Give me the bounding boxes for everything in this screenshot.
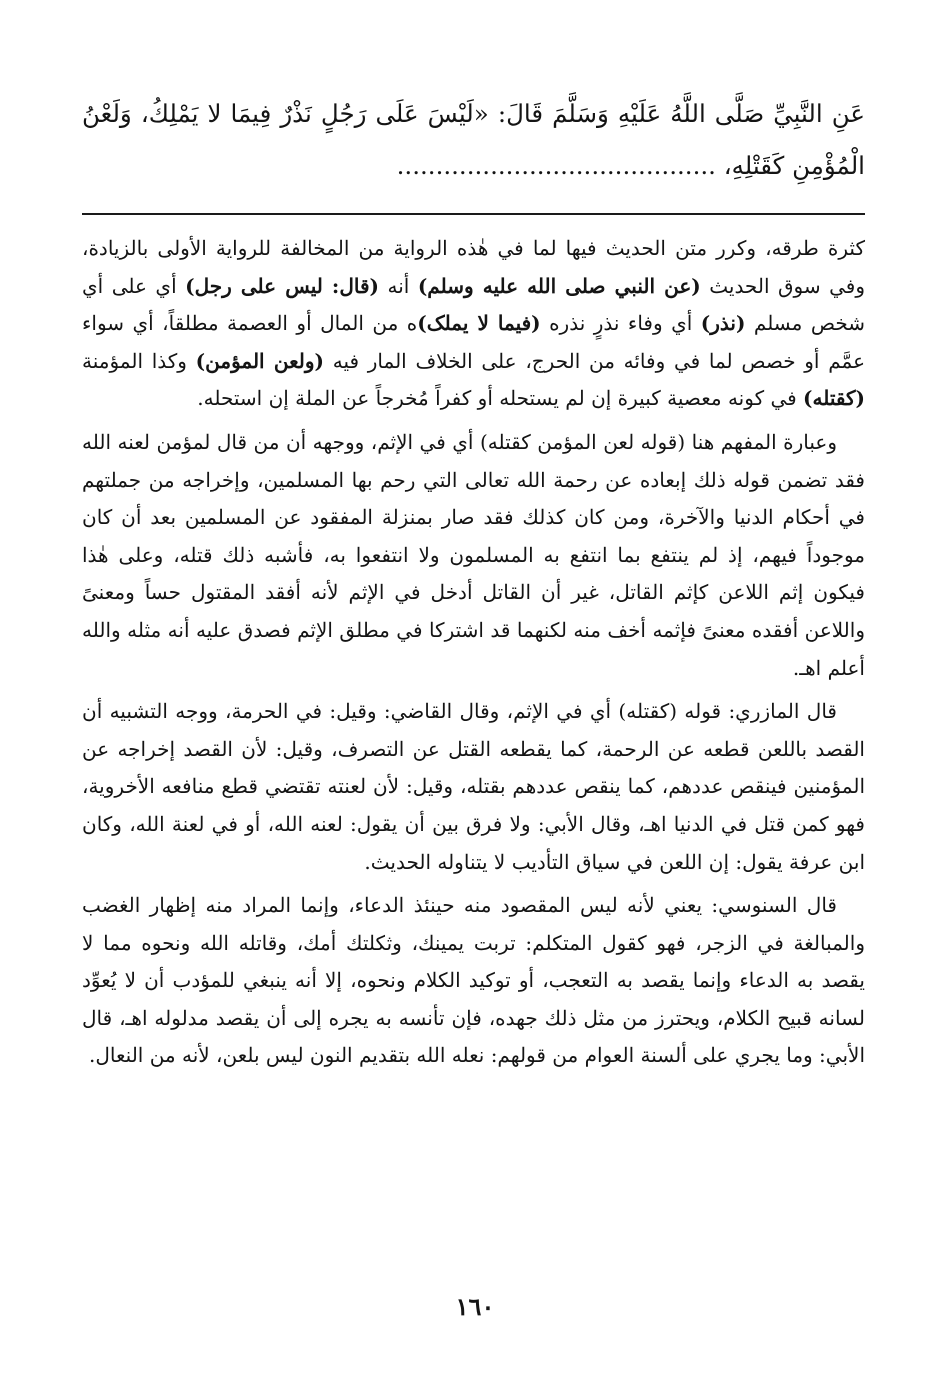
- commentary-paragraph-2: وعبارة المفهم هنا (قوله لعن المؤمن كقتله) أي في الإثم، ووجهه أن من قال لمؤمن لعنه الله فقد تضمن قوله ذلك إبعاده عن رحمة الله تعالى التي رحم بها المسلمين، وإخراجه من جملتهم في أحكام الدنيا والآخرة، ومن كان كذلك فقد صار بمنزلة المفقود عن المسلمين بعد أن كان موجوداً فيهم، إذ لم ينتفع بما انتفع به المسلمون ولا انتفعوا به، فأشبه ذلك قتله، وعلى هٰذا فيكون إثم اللاعن كإثم القاتل، غير أن القاتل أدخل في الإثم لأنه أفقد المقتول حساً ومعنىً واللاعن أفقده معنىً فإثمه أخف منه لكنهما قد اشتركا في مطلق الإثم فصدق عليه أنه مثله والله أعلم اهـ.: [82, 429, 865, 680]
- commentary-body: [82, 230, 865, 1081]
- hadith-matn: عَنِ النَّبِيِّ صَلَّى اللَّهُ عَلَيْهِ وَسَلَّمَ قَالَ: «لَيْسَ عَلَى رَجُلٍ نَذْرٌ فِيمَا لا يَمْلِكُ، وَلَعْنُ الْمُؤْمِنِ كَقَتْلِهِ،: [82, 99, 865, 180]
- bold-quote: (قال: ليس على رجل): [185, 273, 379, 298]
- hadith-ellipsis: .........................................: [396, 151, 716, 180]
- footnote-separator: [82, 213, 865, 215]
- commentary-paragraph-3: قال المازري: قوله (كقتله) أي في الإثم، وقال القاضي: وقيل: في الحرمة، ووجه التشبيه أن القصد باللعن قطعه عن الرحمة، كما يقطعه القتل عن التصرف، وقيل: لأن القصد إخراجه عن المؤمنين فينقص عددهم، كما ينقص عددهم بقتله، وقيل: لأن لعنته تقتضي قطع منافعه الأخروية، فهو كمن قتل في الدنيا اهـ، وقال الأبي: ولا فرق بين أن يقول: لعنه الله، أو في لعنة الله، وكان ابن عرفة يقول: إن اللعن في سياق التأديب لا يتناوله الحديث.: [82, 699, 865, 874]
- commentary-paragraph-4: قال السنوسي: يعني لأنه ليس المقصود منه حينئذ الدعاء، وإنما المراد منه إظهار الغضب والمبالغة في الزجر، فهو كقول المتكلم: تربت يمينك، وثكلتك أمك، وقاتله الله ونحوه مما لا يقصد به الدعاء وإنما يقصد به التعجب، أو توكيد الكلام ونحوه، إلا أنه ينبغي للمؤدب أن لا يُعوِّد لسانه قبيح الكلام، ويحترز من مثل ذلك جهده، فإن تأنسه به يجره إلى أن يقصد مدلوله اهـ، قال الأبي: وما يجري على ألسنة العوام من قولهم: نعله الله بتقديم النون ليس بلعن، لأنه من النعال.: [82, 893, 865, 1068]
- hadith-text: [82, 88, 865, 192]
- bold-quote: (ولعن المؤمن): [195, 348, 325, 373]
- bold-quote: (نذر): [700, 311, 746, 336]
- bold-quote: (عن النبي صلى الله عليه وسلم): [417, 273, 701, 298]
- bold-quote: (فيما لا يملک): [417, 311, 541, 336]
- commentary-paragraph-1: كثرة طرقه، وكرر متن الحديث فيها لما في هٰذه الرواية من المخالفة للرواية الأولى بالزيادة، وفي سوق الحديث (عن النبي صلى الله عليه وسلم) أنه (قال: ليس على رجل) أي على أي شخص مسلم (نذر) أي وفاء نذرٍ نذره (فيما لا يملک)ه من المال أو العصمة مطلقاً، أي سواء عمَّم أو خصص لما في وفائه من الحرج، على الخلاف المار فيه (ولعن المؤمن) وكذا المؤمنة (كقتله) في كونه معصية كبيرة إن لم يستحله أو كفراً مُخرجاً عن الملة إن استحله.: [82, 236, 866, 411]
- bold-quote: (كقتله): [803, 386, 865, 411]
- page-number: ١٦٠: [455, 1292, 495, 1321]
